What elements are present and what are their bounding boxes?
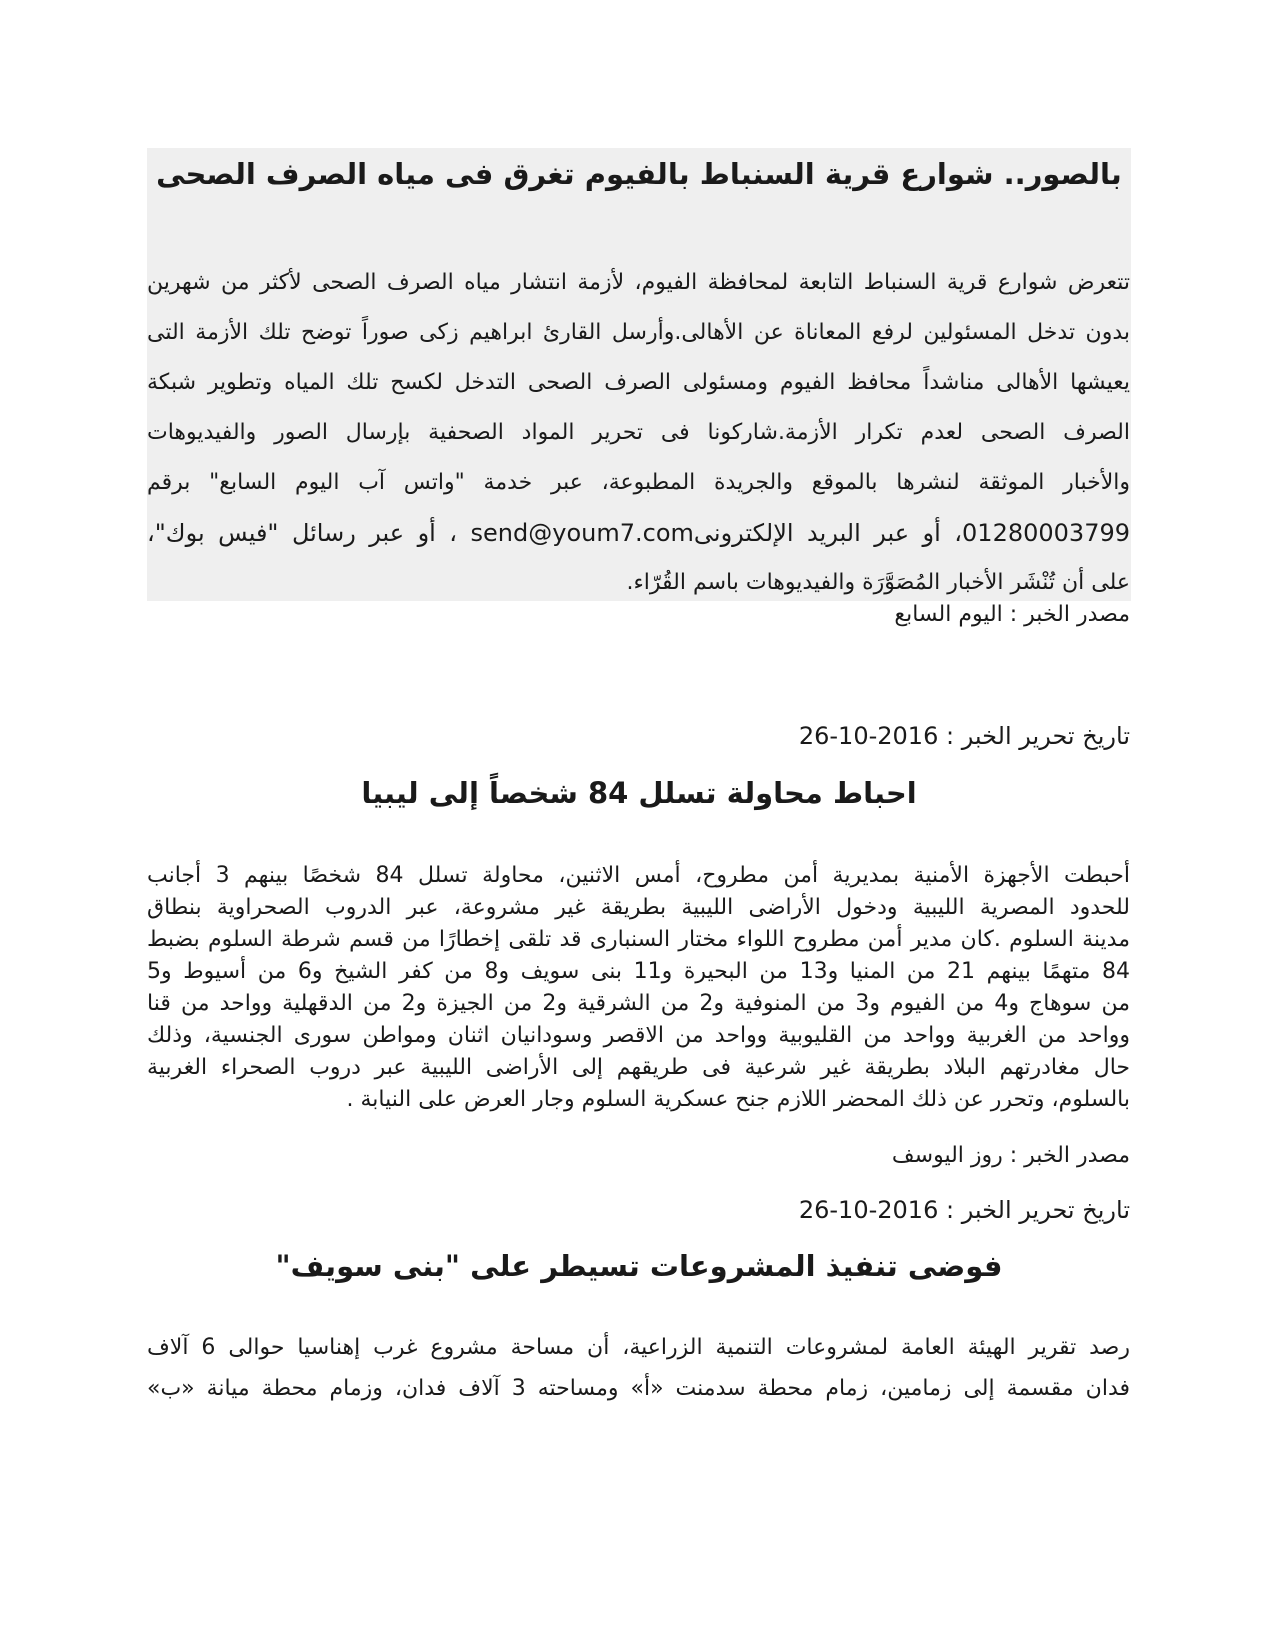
article-3-date: تاريخ تحرير الخبر : 2016-10-26 bbox=[798, 1196, 1130, 1224]
article-2-body-line: من سوهاج و4 من الفيوم و3 من المنوفية و2 من الشرقية و2 من الجيزة و2 من الدقهلية وواحد من قنا bbox=[147, 991, 1130, 1016]
article-2-body-line: وواحد من الغربية وواحد من القليوبية وواحد من الاقصر وسودانيان اثنان ومواطن سورى الجنسية، وذلك bbox=[147, 1023, 1130, 1048]
article-1-source: مصدر الخبر : اليوم السابع bbox=[894, 602, 1130, 627]
article-3-title: فوضى تنفيذ المشروعات تسيطر على "بنى سويف" bbox=[275, 1249, 1003, 1283]
article-2-body-line: أحبطت الأجهزة الأمنية بمديرية أمن مطروح، أمس الاثنين، محاولة تسلل 84 شخصًا بينهم 3 أجانب bbox=[147, 863, 1131, 888]
article-2-body-line: للحدود المصرية الليبية ودخول الأراضى الليبية بطريقة غير مشروعة، عبر الدروب الصحراوية بنطاق bbox=[147, 895, 1130, 920]
article-1-title: بالصور.. شوارع قرية السنباط بالفيوم تغرق فى مياه الصرف الصحى bbox=[156, 157, 1122, 191]
article-2-body-line: مدينة السلوم .كان مدير أمن مطروح اللواء مختار السنبارى قد تلقى إخطارًا من قسم شرطة السلوم بضبط bbox=[147, 927, 1130, 952]
article-3-body-line: رصد تقرير الهيئة العامة لمشروعات التنمية الزراعية، أن مساحة مشروع غرب إهناسيا حوالى 6 آلاف bbox=[147, 1335, 1130, 1360]
article-1-body-line: بدون تدخل المسئولين لرفع المعاناة عن الأهالى.وأرسل القارئ ابراهيم زكى صوراً توضح تلك الأزمة التى bbox=[147, 320, 1130, 345]
article-2-source: مصدر الخبر : روز اليوسف bbox=[891, 1143, 1130, 1168]
article-3-body-line: فدان مقسمة إلى زمامين، زمام محطة سدمنت «أ» ومساحته 3 آلاف فدان، وزمام محطة ميانة «ب» bbox=[147, 1376, 1131, 1401]
article-1-body-line: الصرف الصحى لعدم تكرار الأزمة.شاركونا فى تحرير المواد الصحفية بإرسال الصور والفيديوهات bbox=[147, 420, 1130, 445]
article-1-body-line: يعيشها الأهالى مناشداً محافظ الفيوم ومسئولى الصرف الصحى التدخل لكسح تلك المياه وتطوير شبكة bbox=[147, 370, 1130, 395]
article-1-body-line: والأخبار الموثقة لنشرها بالموقع والجريدة المطبوعة، عبر خدمة "واتس آب اليوم السابع" برقم bbox=[147, 470, 1130, 495]
article-1-body-line: 01280003799، أو عبر البريد الإلكترونى‎send@youm7.com‎ ، أو عبر رسائل "فيس بوك"، bbox=[147, 519, 1130, 547]
article-2-body-line: بالسلوم، وتحرر عن ذلك المحضر اللازم جنح عسكرية السلوم وجار العرض على النيابة . bbox=[346, 1087, 1130, 1112]
article-2-date: تاريخ تحرير الخبر : 2016-10-26 bbox=[798, 722, 1130, 750]
article-2-body-line: 84 متهمًا بينهم 21 من المنيا و13 من البحيرة و11 بنى سويف و8 من كفر الشيخ و6 من أسيوط و5 bbox=[147, 959, 1131, 984]
article-1-body-line: تتعرض شوارع قرية السنباط التابعة لمحافظة الفيوم، لأزمة انتشار مياه الصرف الصحى لأكثر من شهرين bbox=[147, 270, 1130, 295]
article-2-title: احباط محاولة تسلل 84 شخصاً إلى ليبيا bbox=[361, 776, 917, 810]
article-1-body-line: على أن تُنْشَر الأخبار المُصَوَّرَة والفيديوهات باسم القُرّاء. bbox=[626, 570, 1130, 595]
article-2-body-line: حال مغادرتهم البلاد بطريقة غير شرعية فى طريقهم إلى الأراضى الليبية عبر دروب الصحراء الغربية bbox=[147, 1055, 1130, 1080]
